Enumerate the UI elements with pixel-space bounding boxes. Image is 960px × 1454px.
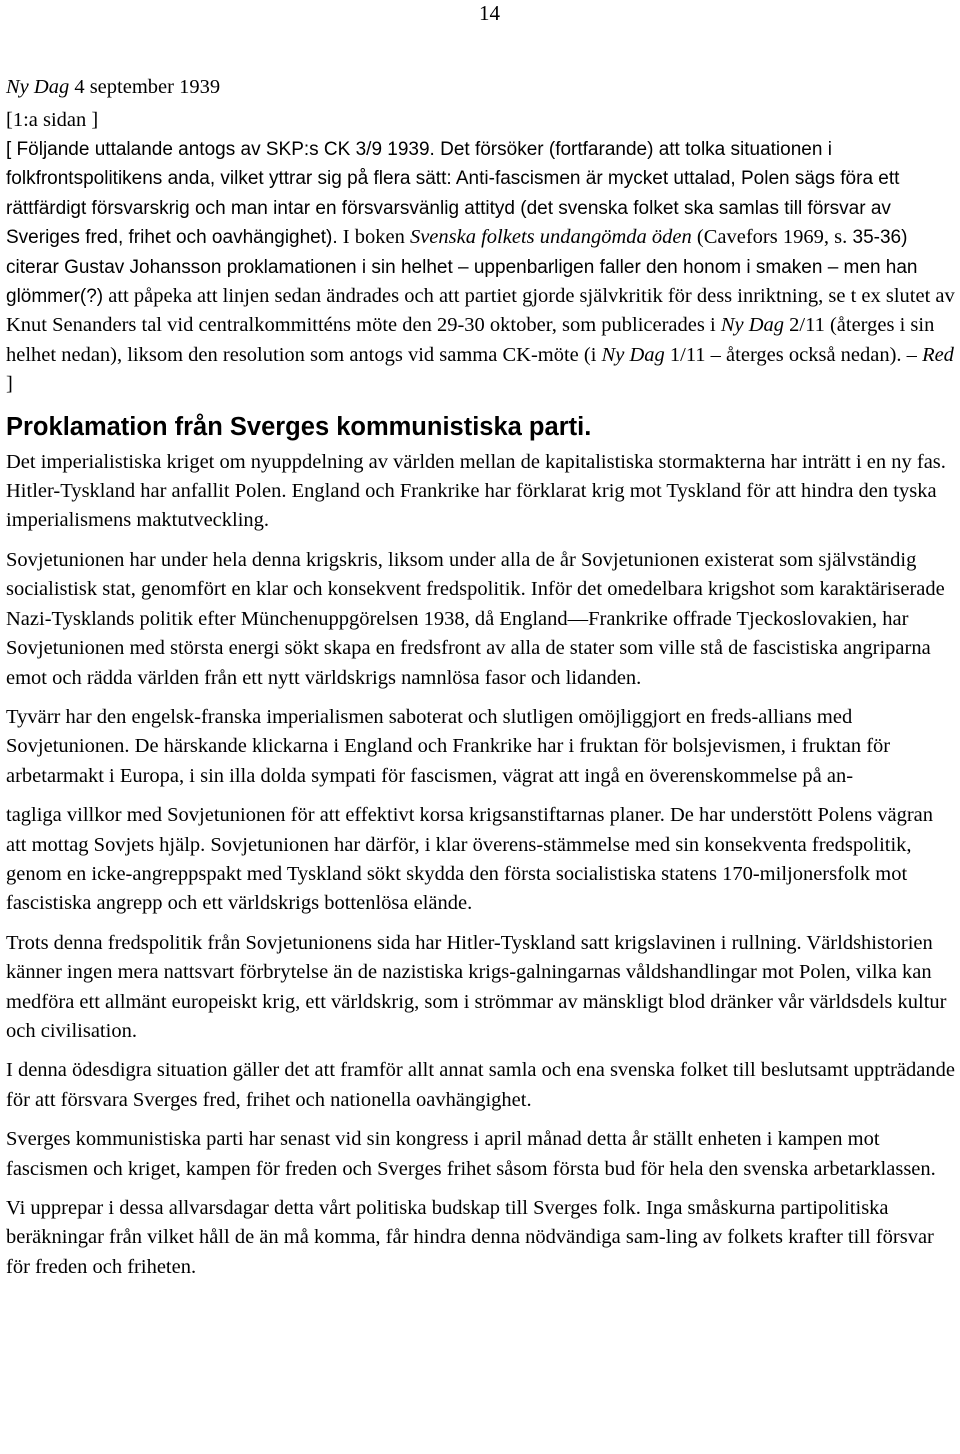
editor-note-body-3: 1/11 – återges också nedan). – [664,343,923,366]
section-label: [1:a sidan ] [6,109,99,131]
editor-note-book-lead: I boken [337,226,410,249]
editor-note-intro: [ Följande uttalande antogs av SKP:s CK 3/9 1939. Det försöker (fortfarande) att tolka situationen i folkfrontspolitikens anda, vilket yttrar sig på flera sätt: Anti-fascismen är mycket uttalad, Polen sägs föra ett rättfärdigt försvarskrig och man intar en försvarsvänlig attityd (det svenska folket ska samlas till försvar av Sveriges fred, frihet och oavhängighet). [6,139,900,249]
editor-note [6,135,956,400]
paragraph: I denna ödesdigra situation gäller det att framför allt annat samla och ena svenska folket till beslutsamt uppträdande för att försvara Sverges fred, frihet och nationella oavhängighet. [6,1059,955,1111]
paragraph: Det imperialistiska kriget om nyuppdelning av världen mellan de kapitalistiska stormakterna har inträtt i en ny fas. Hitler-Tyskland har anfallit Polen. England och Frankrike har förklarat krig mot Tyskland för att hindra den tyska imperialismens maktutveckling. [6,450,946,532]
editor-note-paper-ref-2: Ny Dag [601,343,665,366]
editor-note-paper-ref-1: Ny Dag [720,314,785,337]
publication-date: 4 september 1939 [74,76,221,98]
dateline [6,72,956,102]
paragraph: Vi upprepar i dessa allvarsdagar detta vårt politiska budskap till Sverges folk. Inga småskurna partipolitiska beräkningar från vilket håll de än må komma, får hindra denna nödvändiga sam-ling av folkets krafter till försvar för freden och friheten. [6,1197,934,1278]
paragraph: Tyvärr har den engelsk-franska imperialismen saboterat och slutligen omöjliggjort en freds-allians med Sovjetunionen. De härskande klickarna i England och Frankrike har i fruktan för bolsjevismen, i fruktan för arbetarmakt i Europa, i sin illa dolda sympati för fascismen, vägrat att ingå en överenskommelse på an- [6,705,891,787]
document-body [6,72,956,1292]
paragraph: Trots denna fredspolitik från Sovjetunionens sida har Hitler-Tyskland satt krigslavinen i rullning. Världshistorien känner ingen mera nattsvart förbrytelse än de nazistiska krigs-galningarnas våldshandlingar mot Polen, vilka kan medföra ett allmänt europeiskt krig, ett världskrig, som i strömmar av mänskligt blod dränker vår världsdels kultur och civilisation. [6,931,947,1042]
paragraph: Sverges kommunistiska parti har senast vid sin kongress i april månad detta år ställt enheten i kampen mot fascismen och kriget, kampen för freden och Sverges frihet såsom första bud för hela den svenska arbetarklassen. [6,1128,936,1180]
proclamation-heading: Proklamation från Sverges kommunistiska parti. [6,412,592,441]
editor-note-body-2: 2/11 (återges i sin helhet nedan), liksom den resolution som antogs vid samma CK-möte (i [6,314,935,366]
editor-note-publisher: (Cavefors 1969, s. [691,226,848,249]
publication-name: Ny Dag [6,76,70,98]
editor-note-citation: 35-36) citerar Gustav Johansson proklamationen i sin helhet – uppenbarligen faller den honom i smaken – men han glömmer(?) [6,227,918,308]
paragraph: Sovjetunionen har under hela denna krigskris, liksom under alla de år Sovjetunionen existerat som självständig socialistisk stat, genomfört en klar och konsekvent fredspolitik. Inför det omedelbara krigshot som karaktäriserade Nazi-Tysklands politik efter Münchenuppgörelsen 1938, då England—Frankrike offrade Tjeckoslovakien, har Sovjetunionen med största energi sökt skapa en fredsfront av alla de stater som ville stå de fascistiska angriparna emot och rädda världen från ett nytt världskrigs namnlösa fasor och lidanden. [6,548,945,689]
editor-note-close: ] [6,373,13,396]
paragraph: tagliga villkor med Sovjetunionen för att effektivt korsa krigsanstiftarnas planer. De har understött Polens vägran att mottag Sovjets hjälp. Sovjetunionen har därför, i klar överens-stämmelse med sin konsekventa fredspolitik, genom en icke-angreppspakt med Tyskland sökt skydda den första socialistiska statens 170-miljonersfolk mot fascistiska angrepp och ett världskrigs bottenlösa elände. [6,804,934,915]
editor-note-book-title: Svenska folkets undangömda öden [409,226,692,249]
editor-note-signature: Red [922,343,954,366]
editor-note-body: att påpeka att linjen sedan ändrades och att partiet gjorde självkritik för dess inriktning, se t ex slutet av Knut Senanders tal vid centralkommitténs möte den 29-30 oktober, som publicerades i [6,285,955,337]
page-number: 14 [479,1,500,25]
